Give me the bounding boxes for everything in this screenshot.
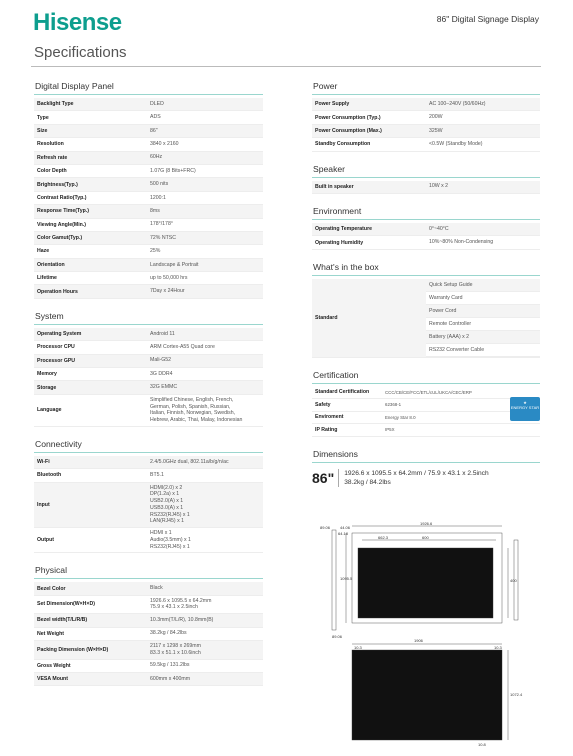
dim-label-vesa-w: 600 [422, 535, 429, 540]
section-heading-certification: Certification [312, 367, 540, 384]
section-heading-speaker: Speaker [312, 161, 540, 178]
cert-row [312, 424, 540, 437]
spec-row [34, 395, 263, 427]
spec-value: 600mm x 400mm [147, 673, 263, 685]
spec-value: HDMI x 1 Audio(3.5mm) x 1 RS232(RJ45) x 1 [150, 530, 191, 550]
spec-key: Resolution [37, 141, 64, 148]
spec-row [312, 138, 540, 151]
spec-row [34, 483, 263, 529]
box-contents-row [312, 279, 540, 358]
spec-key: Input [34, 483, 147, 528]
spec-value: 1926.6 x 1095.5 x 64.2mm 75.9 x 43.1 x 2.5inch [150, 597, 212, 611]
cert-value: CCC/CB/CE/FCC/ETL/cUL/UKCA/CEC/ERP [385, 389, 472, 395]
section-heading-physical: Physical [34, 562, 263, 579]
section-heading-display: Digital Display Panel [34, 78, 263, 95]
spec-value: 10W x 2 [426, 181, 540, 193]
spec-row [34, 259, 263, 272]
spec-value: Mali-G52 [147, 355, 263, 367]
spec-row [312, 181, 540, 194]
spec-value: ARM Cortex-A55 Quad core [150, 344, 215, 351]
spec-key: VESA Mount [34, 673, 147, 685]
spec-row [34, 341, 263, 354]
spec-key: Response Time(Typ.) [34, 205, 147, 217]
spec-row [34, 355, 263, 368]
spec-key: Power Consumption (Max.) [312, 125, 426, 137]
box-item: RS232 Converter Cable [426, 344, 540, 357]
dim-label-offset: 662.3 [378, 535, 389, 540]
spec-key: Processor CPU [37, 344, 75, 351]
spec-row [34, 98, 263, 111]
spec-row [34, 328, 263, 341]
spec-value: 178°/178° [150, 221, 173, 228]
dim-label-width: 1926.6 [420, 521, 433, 526]
spec-value: 200W [429, 114, 443, 121]
dim-label-bezel-right: 10.3 [494, 645, 502, 650]
spec-key: Standby Consumption [315, 141, 371, 148]
spec-row [34, 219, 263, 232]
spec-value: 25% [150, 248, 161, 255]
spec-value: BT5.1 [150, 472, 164, 479]
cert-key: IP Rating [315, 426, 338, 433]
dim-label-height: 1095.5 [340, 576, 353, 581]
section-heading-box: What's in the box [312, 259, 540, 276]
dim-label-vesa-h: 400 [510, 578, 517, 583]
spec-value: 10.3mm(T/L/R), 10.8mm(B) [147, 614, 263, 626]
spec-key: Memory [37, 371, 57, 378]
spec-key: Backlight Type [34, 98, 147, 110]
spec-value: AC 100–240V (50/60Hz) [426, 98, 540, 110]
spec-value: 8ms [147, 205, 263, 217]
spec-value: 59.5kg / 131.2lbs [150, 662, 190, 669]
box-items [426, 279, 540, 357]
box-item: Quick Setup Guide [426, 279, 540, 292]
spec-row [34, 111, 263, 124]
spec-value: 1200:1 [150, 194, 166, 201]
cert-key: Standard Certification [315, 389, 370, 396]
spec-row [34, 381, 263, 394]
spec-row [34, 469, 263, 482]
spec-value: 1.07G (8 Bits+FRC) [150, 167, 196, 174]
cert-value: IP5X [385, 427, 395, 433]
box-item: Power Cord [426, 305, 540, 318]
spec-value: Android 11 [147, 328, 263, 340]
page-title: Specifications [34, 44, 127, 61]
cert-row [312, 412, 540, 425]
spec-key: Haze [37, 248, 50, 255]
spec-row [34, 673, 263, 686]
dim-label-bezel-left: 10.3 [354, 645, 362, 650]
spec-value: 325W [426, 125, 540, 137]
spec-value: Simplified Chinese, English, French, German, Polish, Spanish, Russian, Italian, Finnish, Norwegian, Swedish, Hebrew, Arabic, Thai, Malay, Indonesian [150, 396, 243, 424]
spec-key: Orientation [34, 259, 147, 271]
spec-row [34, 582, 263, 595]
spec-value: <0.5W (Standby Mode) [429, 140, 483, 147]
side-profile-left [332, 530, 336, 630]
spec-row [312, 223, 540, 236]
spec-row [34, 528, 263, 553]
spec-row [312, 236, 540, 249]
spec-key: Packing Dimension (W×H×D) [34, 641, 147, 659]
spec-key: Operating Humidity [315, 239, 364, 246]
dim-label-active-width: 1906 [414, 638, 423, 643]
cert-value: Energy Star 8.0 [385, 414, 416, 420]
spec-value: DLED [147, 98, 263, 110]
spec-row [34, 368, 263, 381]
spec-key: Refresh rate [34, 152, 147, 164]
spec-key: Built in speaker [312, 181, 426, 193]
spec-value: 2.4/5.0GHz dual, 802.11a/b/g/n/ac [147, 456, 263, 468]
spec-row [34, 192, 263, 205]
dim-label-depth-2: 89.06 [320, 525, 331, 530]
spec-value: ADS [150, 114, 161, 121]
spec-row [34, 614, 263, 627]
certification-table [312, 387, 540, 437]
spec-row [34, 596, 263, 615]
spec-row [34, 232, 263, 245]
box-item: Warranty Card [426, 292, 540, 305]
spec-key: Output [37, 537, 54, 544]
spec-row [34, 152, 263, 165]
cert-row [312, 387, 540, 400]
spec-value: 3G DDR4 [150, 370, 173, 377]
power-table [312, 98, 540, 152]
spec-key: Size [34, 125, 147, 137]
section-heading-dimensions: Dimensions [312, 446, 540, 463]
spec-row [312, 125, 540, 138]
size-label: 86" [312, 469, 339, 487]
cert-key: Safety [315, 401, 331, 408]
dimensions-text: 1926.6 x 1095.5 x 64.2mm / 75.9 x 43.1 x 2.5inch 38.2kg / 84.2lbs [344, 469, 489, 486]
system-table [34, 328, 263, 427]
spec-key: Language [37, 407, 62, 414]
spec-row [312, 98, 540, 111]
section-heading-power: Power [312, 78, 540, 95]
spec-key: Contrast Ratio(Typ.) [37, 194, 87, 201]
spec-value: Landscape & Portrait [147, 259, 263, 271]
cert-row [312, 399, 540, 412]
cert-value: 62368-1 [385, 402, 402, 408]
spec-value: HDMI(2.0) x 2 DP(1.2a) x 1 USB2.0(A) x 1 USB3.0(A) x 1 RS232(RJ45) x 1 LAN(RJ45) x 1 [147, 483, 263, 528]
dim-label-bezel-bottom: 10.8 [478, 742, 486, 747]
spec-row [34, 272, 263, 285]
section-heading-connectivity: Connectivity [34, 436, 263, 453]
spec-value: 60Hz [147, 152, 263, 164]
section-heading-environment: Environment [312, 203, 540, 220]
spec-key: Power Supply [312, 98, 426, 110]
spec-row [34, 205, 263, 218]
spec-key: Storage [34, 381, 147, 393]
spec-key: Power Consumption (Typ.) [315, 114, 381, 121]
spec-key: Processor GPU [34, 355, 147, 367]
spec-key: Set Dimension(W×H×D) [37, 601, 95, 608]
cert-key: Enviroment [315, 414, 344, 421]
dimensions-summary [312, 469, 540, 488]
spec-key: Brightness(Typ.) [34, 178, 147, 190]
spec-key: Lifetime [37, 275, 57, 282]
spec-key: Color Depth [37, 168, 67, 175]
spec-value: 0°~40°C [426, 223, 540, 235]
spec-value: 3840 x 2160 [150, 140, 179, 147]
display-table [34, 98, 263, 299]
dim-label-depth: 64.18 [338, 531, 349, 536]
spec-row [34, 641, 263, 660]
spec-value: 10%~80% Non-Condensing [429, 239, 494, 246]
spec-key: Bezel width(T/L/R/B) [34, 614, 147, 626]
box-item: Remote Controller [426, 318, 540, 331]
spec-value: 32G EMMC [147, 381, 263, 393]
spec-key: Wi-Fi [34, 456, 147, 468]
spec-row [34, 245, 263, 258]
spec-key: Viewing Angle(Min.) [37, 221, 86, 228]
spec-key: Net Weight [37, 630, 64, 637]
spec-value: 86" [147, 125, 263, 137]
spec-row [312, 111, 540, 124]
dim-label-depth-3: 44.06 [340, 525, 351, 530]
spec-key: Operating System [34, 328, 147, 340]
box-key: Standard [312, 279, 426, 357]
section-heading-system: System [34, 308, 263, 325]
rear-view-panel [352, 650, 502, 740]
spec-row [34, 660, 263, 673]
spec-value: up to 50,000 hrs [150, 274, 188, 281]
spec-row [34, 165, 263, 178]
spec-value: 2117 x 1298 x 269mm 83.3 x 51.1 x 10.6inch [147, 641, 263, 659]
front-view-panel [358, 548, 493, 618]
title-divider [31, 66, 541, 67]
physical-table [34, 582, 263, 686]
box-item: Battery (AAA) x 2 [426, 331, 540, 344]
spec-value: 7Day x 24Hour [147, 285, 263, 297]
spec-row [34, 628, 263, 641]
spec-key: Operating Temperature [312, 223, 426, 235]
spec-key: Bluetooth [37, 472, 62, 479]
dimension-drawing [318, 520, 538, 750]
spec-value: 38.2kg / 84.2lbs [150, 630, 187, 637]
spec-value: Black [147, 582, 263, 594]
dim-label-depth-4: 89.06 [332, 634, 343, 639]
spec-key: Color Gamut(Typ.) [34, 232, 147, 244]
spec-row [34, 138, 263, 151]
right-column [312, 78, 540, 492]
environment-table [312, 223, 540, 250]
spec-row [34, 178, 263, 191]
left-column [34, 78, 263, 686]
spec-key: Operation Hours [34, 285, 147, 297]
connectivity-table [34, 456, 263, 554]
spec-value: 500 nits [147, 178, 263, 190]
speaker-table [312, 181, 540, 194]
spec-row [34, 456, 263, 469]
spec-key: Gross Weight [37, 662, 71, 669]
dim-label-active-height: 1072.4 [510, 692, 523, 697]
spec-row [34, 125, 263, 138]
spec-value: 72% NTSC [147, 232, 263, 244]
model-name: 86" Digital Signage Display [436, 14, 539, 24]
spec-row [34, 285, 263, 298]
spec-key: Bezel Color [34, 582, 147, 594]
spec-key: Type [37, 114, 49, 121]
certification-section [312, 367, 540, 437]
energy-star-logo: ★ ENERGY STAR [510, 397, 540, 421]
brand-logo: Hisense [33, 9, 122, 36]
